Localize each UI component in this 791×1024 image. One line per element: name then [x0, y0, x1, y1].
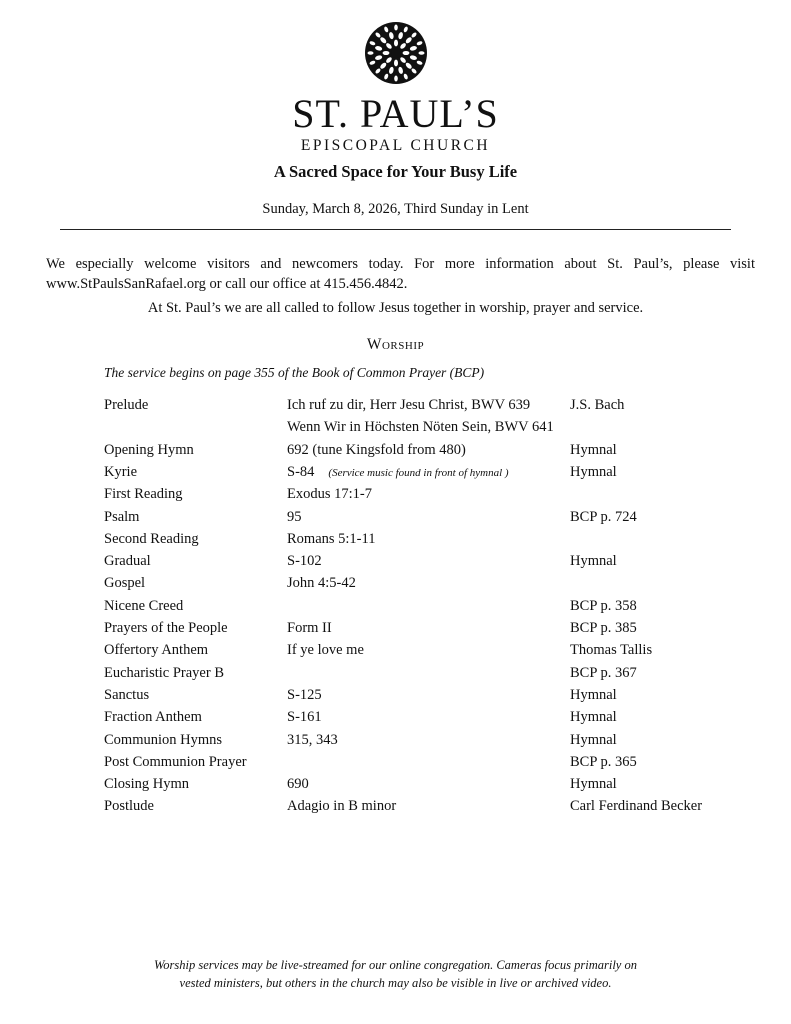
- service-row: [104, 773, 744, 795]
- service-source: Carl Ferdinand Becker: [570, 798, 703, 814]
- service-content: [287, 684, 322, 706]
- service-part: Second Reading: [104, 531, 199, 547]
- service-content-text: Form II: [287, 620, 332, 636]
- service-content-text: S-161: [287, 709, 322, 725]
- service-row: [104, 662, 744, 684]
- service-part: Gospel: [104, 575, 146, 591]
- service-content: [287, 729, 338, 751]
- service-part: Communion Hymns: [104, 732, 223, 748]
- service-part: Postlude: [104, 798, 154, 814]
- church-name: ST. PAUL’S: [292, 91, 499, 136]
- service-part: Nicene Creed: [104, 598, 184, 614]
- service-content: [287, 416, 554, 438]
- service-content-text: Romans 5:1-11: [287, 531, 376, 547]
- service-content-text: 692 (tune Kingsfold from 480): [287, 442, 466, 458]
- service-part: Eucharistic Prayer B: [104, 665, 224, 681]
- mission-statement: At St. Paul’s we are all called to follow Jesus together in worship, prayer and service.: [147, 300, 644, 316]
- service-content: [287, 394, 530, 416]
- service-row: [104, 751, 744, 773]
- service-content: [287, 639, 364, 661]
- service-row: [104, 461, 744, 483]
- service-part: Closing Hymn: [104, 776, 189, 792]
- welcome-paragraph: We especially welcome visitors and newcomers today. For more information about St. Paul’s, please visit www.StPaulsSanRafael.org or call our office at 415.456.4842.: [46, 256, 755, 292]
- service-content-text: John 4:5-42: [287, 575, 356, 591]
- service-part: Prelude: [104, 397, 149, 413]
- service-date: Sunday, March 8, 2026, Third Sunday in Lent: [262, 201, 529, 217]
- rose-window-icon: [363, 20, 429, 86]
- service-source: Hymnal: [570, 553, 617, 569]
- service-content: [287, 795, 396, 817]
- service-content: [287, 706, 322, 728]
- service-row: [104, 684, 744, 706]
- livestream-notice: [0, 956, 791, 992]
- service-part: Offertory Anthem: [104, 642, 209, 658]
- service-content-text: If ye love me: [287, 642, 364, 658]
- service-row: [104, 506, 744, 528]
- service-source: Hymnal: [570, 776, 617, 792]
- service-content-text: 315, 343: [287, 732, 338, 748]
- service-content-text: Ich ruf zu dir, Herr Jesu Christ, BWV 639: [287, 397, 531, 413]
- service-part: Post Communion Prayer: [104, 754, 247, 770]
- service-row: [104, 550, 744, 572]
- service-content-text: Exodus 17:1-7: [287, 486, 372, 502]
- header-divider: [60, 229, 731, 230]
- service-content-text: S-125: [287, 687, 322, 703]
- service-part: Kyrie: [104, 464, 138, 480]
- service-part: Psalm: [104, 509, 140, 525]
- service-source: BCP p. 358: [570, 598, 637, 614]
- service-row: [104, 795, 744, 817]
- service-source: BCP p. 367: [570, 665, 637, 681]
- service-content-text: 690: [287, 776, 309, 792]
- service-part: Opening Hymn: [104, 442, 194, 458]
- service-content-text: Adagio in B minor: [287, 798, 397, 814]
- service-row: [104, 572, 744, 594]
- service-source: BCP p. 724: [570, 509, 637, 525]
- service-source: Thomas Tallis: [570, 642, 653, 658]
- service-row: [104, 439, 744, 461]
- church-subtitle: EPISCOPAL CHURCH: [300, 137, 491, 154]
- service-source: Hymnal: [570, 687, 617, 703]
- service-content: [287, 617, 332, 639]
- service-source: J.S. Bach: [570, 397, 625, 413]
- service-source: Hymnal: [570, 464, 617, 480]
- service-content: [287, 506, 302, 528]
- service-content: [287, 439, 466, 461]
- service-part: Gradual: [104, 553, 151, 569]
- tagline: A Sacred Space for Your Busy Life: [273, 162, 518, 181]
- service-content: [287, 773, 309, 795]
- service-source: BCP p. 385: [570, 620, 637, 636]
- service-music-note: (Service music found in front of hymnal ): [328, 467, 509, 479]
- livestream-notice-line-1: Worship services may be live-streamed for our online congregation. Cameras focus primarily on: [154, 958, 637, 972]
- service-start-note: The service begins on page 355 of the Book of Common Prayer (BCP): [104, 365, 485, 380]
- service-content-text: 95: [287, 509, 302, 525]
- service-row: [104, 416, 744, 438]
- service-content-text: S-102: [287, 553, 322, 569]
- service-row: [104, 729, 744, 751]
- service-row: [104, 639, 744, 661]
- service-content: [287, 461, 509, 484]
- service-source: BCP p. 365: [570, 754, 637, 770]
- service-content-text: S-84: [287, 464, 315, 480]
- livestream-notice-line-2: vested ministers, but others in the church may also be visible in live or archived video.: [179, 976, 612, 990]
- service-part: Sanctus: [104, 687, 150, 703]
- service-content: [287, 550, 322, 572]
- order-of-service: [104, 394, 744, 824]
- service-part: Fraction Anthem: [104, 709, 202, 725]
- service-content: [287, 572, 356, 594]
- service-part: First Reading: [104, 486, 183, 502]
- service-row: [104, 617, 744, 639]
- service-row: [104, 528, 744, 550]
- service-row: [104, 394, 744, 416]
- service-source: Hymnal: [570, 732, 617, 748]
- service-source: Hymnal: [570, 709, 617, 725]
- service-row: [104, 706, 744, 728]
- service-content: [287, 483, 372, 505]
- service-row: [104, 483, 744, 505]
- service-row: [104, 595, 744, 617]
- service-part: Prayers of the People: [104, 620, 228, 636]
- worship-heading: Worship: [366, 336, 425, 353]
- service-source: Hymnal: [570, 442, 617, 458]
- service-content-text: Wenn Wir in Höchsten Nöten Sein, BWV 641: [287, 419, 554, 435]
- service-content: [287, 528, 375, 550]
